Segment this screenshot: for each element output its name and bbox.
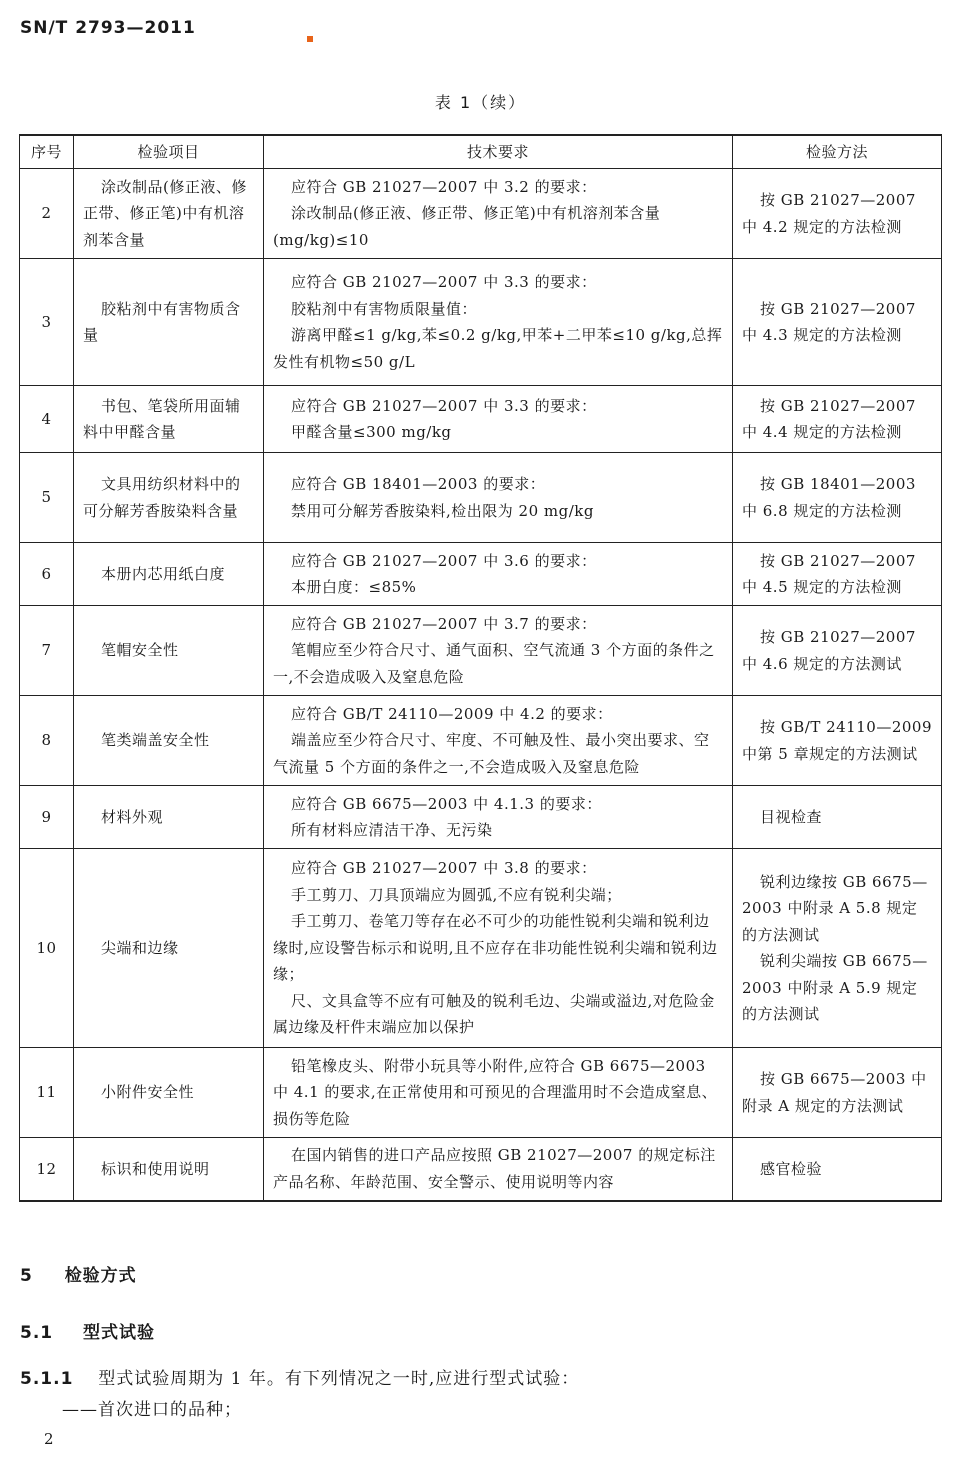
table-row (20, 169, 942, 259)
method-line: 按 GB 21027—2007 中 4.5 规定的方法检测 (742, 551, 916, 596)
section-title: 型式试验 (82, 1323, 155, 1343)
row-method (733, 1138, 942, 1201)
requirement-line: 应符合 GB 6675—2003 中 4.1.3 的要求： (291, 794, 602, 813)
row-number: 9 (20, 786, 74, 849)
requirement-line: 手工剪刀、卷笔刀等存在必不可少的功能性锐利尖端和锐利边缘时,应设警告标示和说明,且不应存在非功能性锐利尖端和锐利边缘； (273, 912, 718, 984)
section-5-heading (20, 1261, 137, 1286)
row-requirement (264, 1048, 733, 1138)
row-number: 6 (20, 543, 74, 606)
method-line: 锐利边缘按 GB 6675—2003 中附录 A 5.8 规定的方法测试 (742, 872, 928, 944)
table-row (20, 786, 942, 849)
header-requirement: 技术要求 (264, 135, 733, 169)
requirement-line: 禁用可分解芳香胺染料,检出限为 20 mg/kg (291, 501, 594, 520)
requirement-line: 甲醛含量≤300 mg/kg (291, 423, 452, 441)
table-header-row (20, 135, 942, 169)
method-line: 按 GB/T 24110—2009 中第 5 章规定的方法测试 (742, 718, 932, 763)
requirement-line: 应符合 GB 21027—2007 中 3.8 的要求： (291, 859, 597, 878)
page-number: 2 (44, 1430, 54, 1448)
row-method (733, 543, 942, 606)
row-number: 5 (20, 453, 74, 543)
row-item: 笔帽安全性 (74, 606, 264, 696)
requirement-line: 应符合 GB 21027—2007 中 3.3 的要求： (291, 273, 597, 291)
row-method (733, 453, 942, 543)
table-row (20, 543, 942, 606)
method-line: 按 GB 18401—2003 中 6.8 规定的方法检测 (742, 475, 916, 520)
row-method (733, 606, 942, 696)
method-line: 感官检验 (760, 1159, 823, 1178)
row-requirement (264, 169, 733, 259)
requirement-line: 尺、文具盒等不应有可触及的锐利毛边、尖端或溢边,对危险金属边缘及杆件末端应加以保护 (273, 991, 715, 1037)
row-requirement (264, 259, 733, 386)
row-requirement (264, 849, 733, 1048)
section-number: 5.1 (20, 1323, 54, 1343)
requirement-line: 胶粘剂中有害物质限量值： (291, 299, 478, 318)
inspection-table (19, 134, 942, 1202)
row-number: 12 (20, 1138, 74, 1201)
header-method: 检验方法 (733, 135, 942, 169)
row-method (733, 786, 942, 849)
row-item: 笔类端盖安全性 (74, 696, 264, 786)
row-number: 2 (20, 169, 74, 259)
requirement-line: 在国内销售的进口产品应按照 GB 21027—2007 的规定标注产品名称、年龄范围、安全警示、使用说明等内容 (273, 1146, 716, 1191)
row-item: 尖端和边缘 (74, 849, 264, 1048)
row-number: 8 (20, 696, 74, 786)
row-item: 文具用纺织材料中的可分解芳香胺染料含量 (74, 453, 264, 543)
method-line: 锐利尖端按 GB 6675—2003 中附录 A 5.9 规定的方法测试 (742, 952, 928, 1023)
requirement-line: 涂改制品(修正液、修正带、修正笔)中有机溶剂苯含量(mg/kg)≤10 (273, 204, 661, 249)
requirement-line: 应符合 GB/T 24110—2009 中 4.2 的要求： (291, 704, 613, 723)
requirement-line: 本册白度：≤85% (291, 578, 417, 596)
row-method (733, 849, 942, 1048)
requirement-line: 应符合 GB 21027—2007 中 3.3 的要求： (291, 396, 597, 415)
requirement-line: 应符合 GB 21027—2007 中 3.7 的要求： (291, 614, 597, 633)
row-method (733, 1048, 942, 1138)
method-line: 按 GB 21027—2007 中 4.3 规定的方法检测 (742, 299, 916, 344)
row-item: 涂改制品(修正液、修正带、修正笔)中有机溶剂苯含量 (74, 169, 264, 259)
row-item: 标识和使用说明 (74, 1138, 264, 1201)
row-requirement (264, 1138, 733, 1201)
row-requirement (264, 786, 733, 849)
row-method (733, 259, 942, 386)
row-requirement (264, 606, 733, 696)
requirement-line: 应符合 GB 21027—2007 中 3.2 的要求： (291, 177, 597, 196)
table-row (20, 849, 942, 1048)
method-line: 按 GB 21027—2007 中 4.6 规定的方法测试 (742, 628, 916, 673)
row-item: 本册内芯用纸白度 (74, 543, 264, 606)
header-item: 检验项目 (74, 135, 264, 169)
table-row (20, 453, 942, 543)
row-number: 7 (20, 606, 74, 696)
row-method (733, 169, 942, 259)
requirement-line: 铅笔橡皮头、附带小玩具等小附件,应符合 GB 6675—2003 中 4.1 的要求,在正常使用和可预见的合理滥用时不会造成窒息、损伤等危险 (273, 1056, 718, 1128)
row-requirement (264, 453, 733, 543)
row-method (733, 386, 942, 453)
section-number: 5 (20, 1266, 33, 1286)
requirement-line: 端盖应至少符合尺寸、牢度、不可触及性、最小突出要求、空气流量 5 个方面的条件之一,不会造成吸入及窒息危险 (273, 731, 710, 776)
orange-marker (307, 36, 313, 42)
row-requirement (264, 696, 733, 786)
row-requirement (264, 543, 733, 606)
requirement-line: 游离甲醛≤1 g/kg,苯≤0.2 g/kg,甲苯+二甲苯≤10 g/kg,总挥发性有机物≤50 g/L (273, 326, 723, 371)
table-row (20, 1138, 942, 1201)
method-line: 按 GB 6675—2003 中附录 A 规定的方法测试 (742, 1070, 927, 1115)
table-row (20, 386, 942, 453)
method-line: 按 GB 21027—2007 中 4.2 规定的方法检测 (742, 191, 916, 236)
row-item: 书包、笔袋所用面辅料中甲醛含量 (74, 386, 264, 453)
table-row (20, 696, 942, 786)
row-number: 11 (20, 1048, 74, 1138)
table-row (20, 259, 942, 386)
row-number: 3 (20, 259, 74, 386)
standard-number: SN/T 2793—2011 (20, 18, 196, 38)
row-number: 4 (20, 386, 74, 453)
requirement-line: 应符合 GB 21027—2007 中 3.6 的要求： (291, 551, 597, 570)
requirement-line: 所有材料应清洁干净、无污染 (291, 821, 493, 839)
table-caption: 表 1（续） (434, 93, 527, 112)
header-no: 序号 (20, 135, 74, 169)
requirement-line: 手工剪刀、刀具顶端应为圆弧,不应有锐利尖端； (291, 885, 622, 904)
clause-number: 5.1.1 (20, 1369, 74, 1389)
section-title: 检验方式 (64, 1266, 137, 1286)
method-line: 目视检查 (760, 807, 823, 826)
method-line: 按 GB 21027—2007 中 4.4 规定的方法检测 (742, 396, 916, 441)
row-requirement (264, 386, 733, 453)
row-item: 小附件安全性 (74, 1048, 264, 1138)
row-item: 材料外观 (74, 786, 264, 849)
table-row (20, 606, 942, 696)
table-row (20, 1048, 942, 1138)
row-method (733, 696, 942, 786)
bullet-item: ——首次进口的品种； (62, 1400, 242, 1420)
row-number: 10 (20, 849, 74, 1048)
row-item: 胶粘剂中有害物质含量 (74, 259, 264, 386)
clause-text: 型式试验周期为 1 年。有下列情况之一时,应进行型式试验： (98, 1369, 580, 1389)
requirement-line: 笔帽应至少符合尺寸、通气面积、空气流通 3 个方面的条件之一,不会造成吸入及窒息危险 (273, 641, 715, 686)
section-5-1-heading (20, 1318, 155, 1343)
requirement-line: 应符合 GB 18401—2003 的要求： (291, 475, 546, 493)
clause-5-1-1 (20, 1364, 579, 1389)
